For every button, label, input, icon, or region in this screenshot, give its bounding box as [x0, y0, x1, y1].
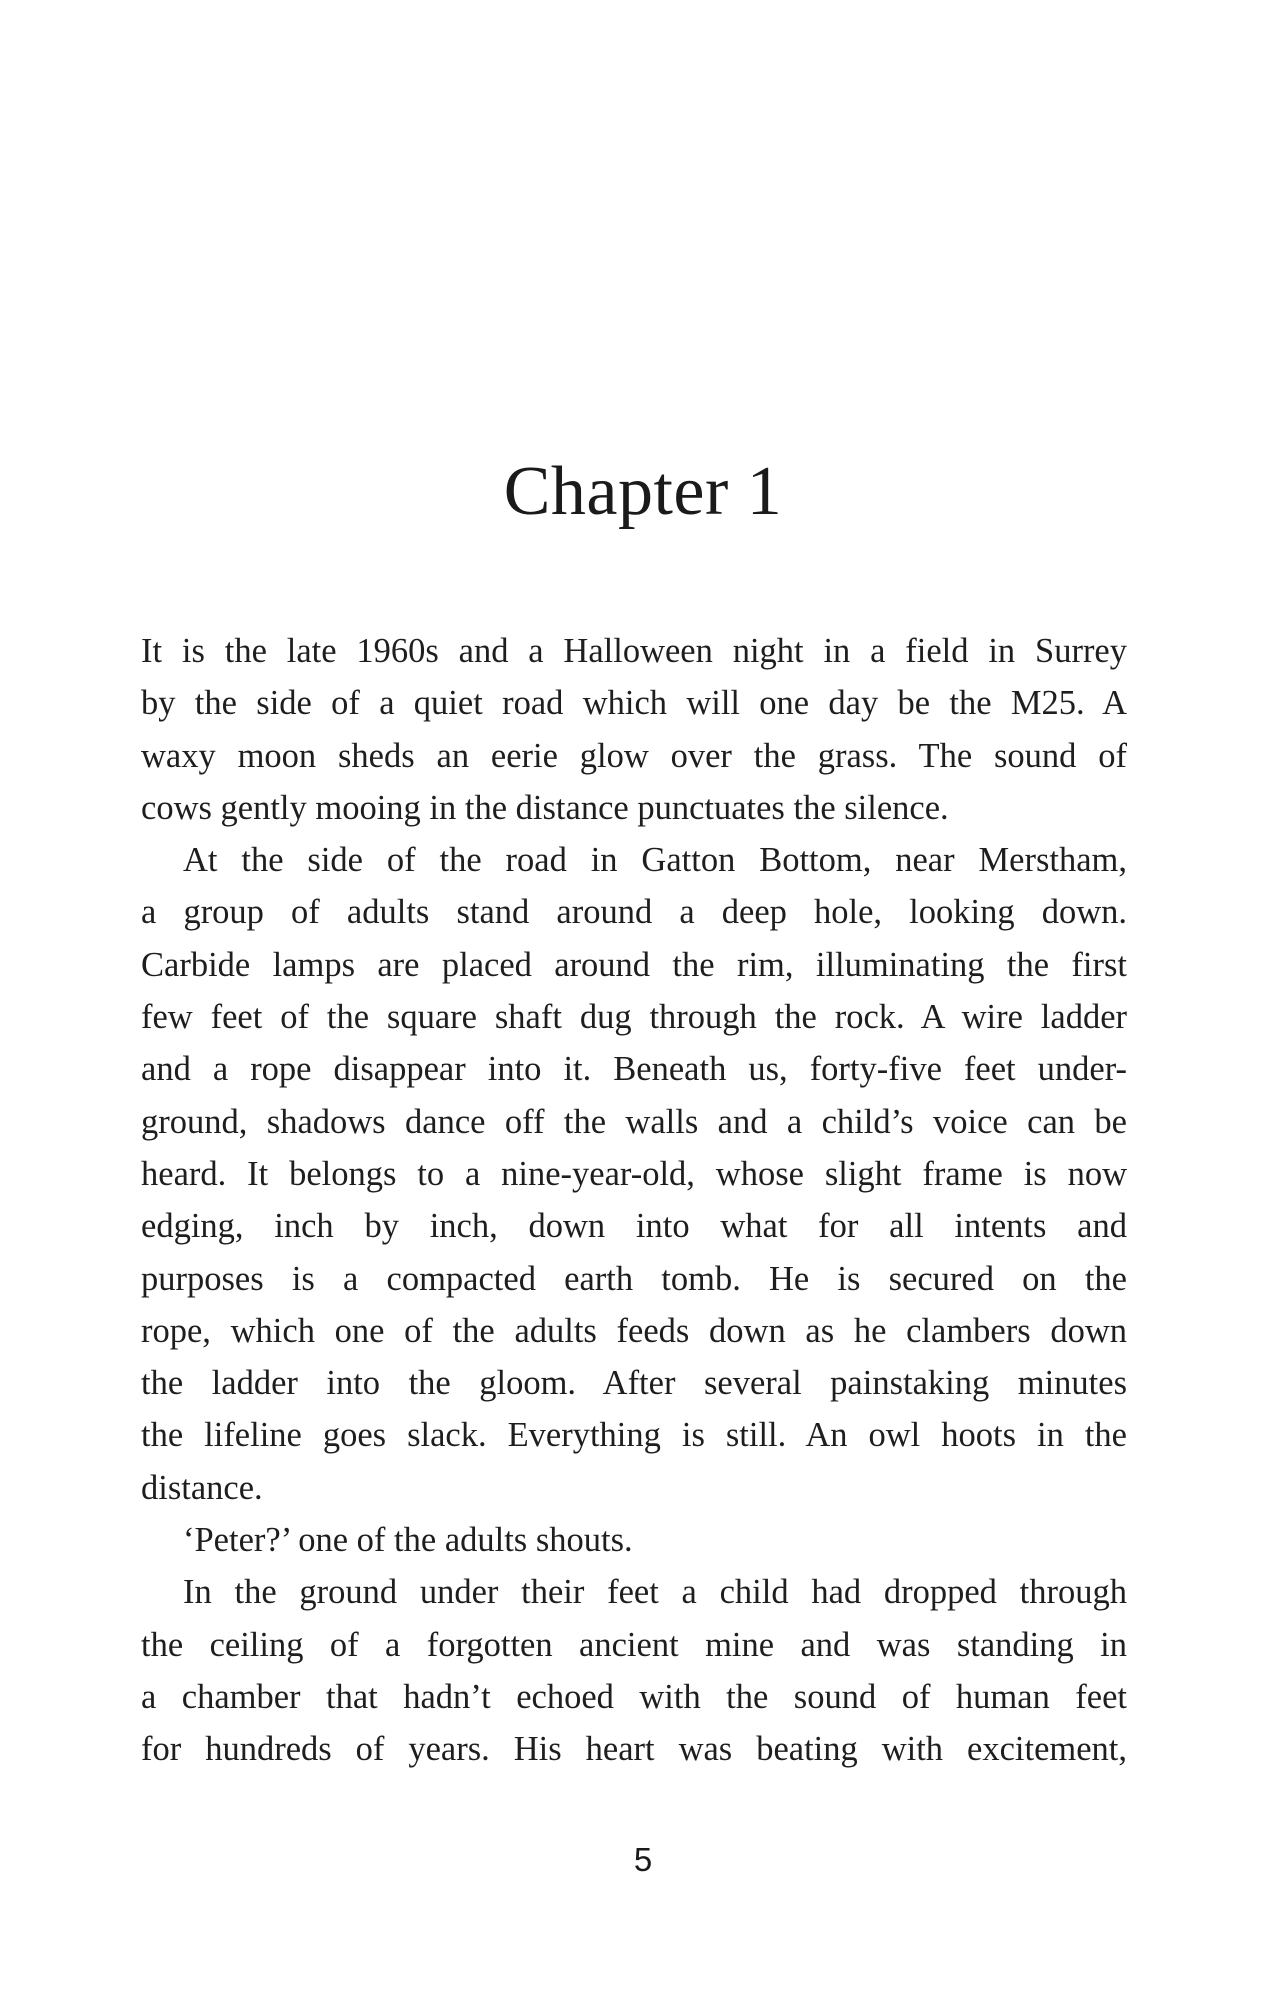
paragraph: [141, 625, 1127, 834]
paragraph: [141, 1566, 1127, 1775]
text-line: the ladder into the gloom. After several painstaking minutes: [141, 1364, 1127, 1403]
text-line: the lifeline goes slack. Everything is still. An owl hoots in the: [141, 1416, 1127, 1455]
text-line: few feet of the square shaft dug through the rock. A wire ladder: [141, 998, 1127, 1037]
text-line: distance.: [141, 1468, 263, 1507]
text-line: It is the late 1960s and a Halloween night in a field in Surrey: [141, 632, 1127, 670]
text-line: cows gently mooing in the distance punctuates the silence.: [141, 788, 949, 827]
page-number: 5: [633, 1841, 653, 1878]
text-line: rope, which one of the adults feeds down as he clambers down: [141, 1311, 1127, 1350]
text-line: purposes is a compacted earth tomb. He is secured on the: [141, 1259, 1127, 1298]
text-line: for hundreds of years. His heart was beating with excitement,: [141, 1730, 1127, 1769]
text-line: ground, shadows dance off the walls and a child’s voice can be: [141, 1102, 1127, 1141]
text-line: waxy moon sheds an eerie glow over the grass. The sound of: [141, 736, 1127, 775]
text-line: a group of adults stand around a deep hole, looking down.: [141, 893, 1127, 932]
text-line: ‘Peter?’ one of the adults shouts.: [183, 1521, 633, 1560]
paragraph: [141, 1514, 1127, 1566]
body-text: [141, 625, 1127, 1776]
text-line: edging, inch by inch, down into what for all intents and: [141, 1207, 1127, 1246]
text-line: a chamber that hadn’t echoed with the sound of human feet: [141, 1677, 1127, 1716]
text-line: and a rope disappear into it. Beneath us, forty-five feet under-: [141, 1050, 1127, 1089]
text-line: Carbide lamps are placed around the rim, illuminating the first: [141, 945, 1127, 984]
text-line: by the side of a quiet road which will one day be the M25. A: [141, 684, 1127, 723]
chapter-title: Chapter 1: [503, 453, 783, 530]
text-line: heard. It belongs to a nine-year-old, whose slight frame is now: [141, 1154, 1127, 1193]
text-line: At the side of the road in Gatton Bottom, near Merstham,: [183, 841, 1127, 880]
text-line: the ceiling of a forgotten ancient mine and was standing in: [141, 1625, 1127, 1664]
text-line: In the ground under their feet a child had dropped through: [183, 1573, 1127, 1612]
paragraph: [141, 834, 1127, 1514]
